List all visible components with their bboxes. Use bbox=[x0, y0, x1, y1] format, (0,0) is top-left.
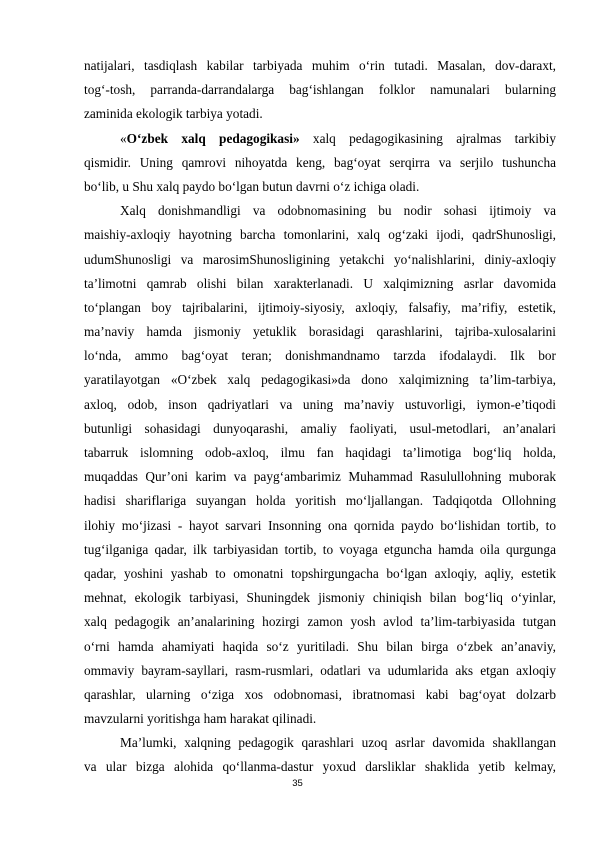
text-line: muqaddas Qur’oni karim va payg‘ambarimiz Muhammad Rasulullohning muborak bbox=[84, 469, 556, 485]
text-line: yaratilayotgan «O‘zbek xalq pedagogikasi»da dono xalqimizning ta’lim-tarbiya, bbox=[84, 372, 556, 388]
text-line: udumShunosligi va marosimShunosligining yetakchi yo‘nalishlarini, diniy-axloqiy bbox=[84, 251, 556, 267]
text-line: qismidir. Uning qamrovi nihoyatda keng, bag‘oyat serqirra va serjilo tushuncha bbox=[84, 154, 556, 170]
text-line: lo‘nda, ammo bag‘oyat teran; donishmandnamo tarzda ifodalaydi. Ilk bor bbox=[84, 348, 556, 364]
bold-term: O‘zbek xalq pedagogikasi» bbox=[126, 130, 300, 146]
text-line: tabarruk islomning odob-axloq, ilmu fan haqidagi ta’limotiga bog‘liq holda, bbox=[84, 445, 556, 460]
text-line: ta’limotni qamrab olishi bilan xarakterlanadi. U xalqimizning asrlar davomida bbox=[84, 275, 556, 291]
text-line: o‘rni hamda ahamiyati haqida so‘z yuritiladi. Shu bilan birga o‘zbek an’anaviy, bbox=[84, 638, 556, 654]
text-line: to‘plangan boy tajribalarini, ijtimoiy-siyosiy, axloqiy, falsafiy, ma’rifiy, estetik, bbox=[84, 299, 556, 315]
text-line: axloq, odob, inson qadriyatlari va uning ma’naviy ustuvorligi, iymon-e’tiqodi bbox=[84, 396, 556, 412]
text-fragment: xalq pedagogikasining ajralmas tarkibiy bbox=[299, 130, 556, 146]
text-line: va ular bizga alohida qo‘llanma-dastur yoxud darsliklar shaklida yetib kelmay, bbox=[84, 759, 556, 775]
paragraph-ecological-upbringing bbox=[84, 54, 556, 127]
text-line: ommaviy bayram-sayllari, rasm-rusmlari, odatlari va udumlarida aks etgan axloqiy bbox=[84, 662, 556, 678]
text-line: zaminida ekologik tarbiya yotadi. bbox=[84, 106, 263, 122]
page-number: 35 bbox=[292, 778, 303, 789]
text-line: tog‘-tosh, parranda-darrandalarga bag‘ishlangan folklor namunalari bularning bbox=[84, 82, 556, 98]
paragraph-folk-wisdom bbox=[84, 199, 556, 731]
text-line: Xalq donishmandligi va odobnomasining bu nodir sohasi ijtimoiy va bbox=[120, 203, 556, 219]
text-line: qadar, yoshini yashab to omonatni topshirgungacha bo‘lgan axloqiy, aqliy, estetik bbox=[84, 565, 556, 581]
open-quote: « bbox=[120, 130, 127, 146]
text-line: tug‘ilganiga qadar, ilk tarbiyasidan tortib, to voyaga etguncha hamda oila qurgunga bbox=[84, 541, 556, 557]
paragraph-uzbek-folk-pedagogy bbox=[84, 127, 556, 200]
text-line: ilohiy mo‘jizasi - hayot sarvari Insonning ona qornida paydo bo‘lishidan tortib, to bbox=[84, 517, 556, 533]
text-line: mehnat, ekologik tarbiyasi, Shuningdek jismoniy chiniqish bilan bog‘liq o‘yinlar, bbox=[84, 590, 556, 606]
text-line: ma’naviy hamda jismoniy yetuklik borasidagi qarashlarini, tajriba-xulosalarini bbox=[84, 324, 556, 340]
text-line: xalq pedagogik an’analarining hozirgi zamon yosh avlod ta’lim-tarbiyasida tutgan bbox=[84, 614, 556, 630]
text-line: mavzularni yoritishga ham harakat qilinadi. bbox=[84, 711, 317, 727]
text-line: bo‘lib, u Shu xalq paydo bo‘lgan butun davrni o‘z ichiga oladi. bbox=[84, 178, 420, 194]
text-line: maishiy-axloqiy hayotning barcha tomonlarini, xalq og‘zaki ijodi, qadrShunosligi, bbox=[84, 227, 556, 243]
text-line: Ma’lumki, xalqning pedagogik qarashlari uzoq asrlar davomida shakllangan bbox=[120, 735, 556, 751]
text-line: butunligi sohasidagi dunyoqarashi, amaliy faoliyati, usul-metodlari, an’analari bbox=[84, 420, 556, 436]
text-line: qarashlar, ularning o‘ziga xos odobnomasi, ibratnomasi kabi bag‘oyat dolzarb bbox=[84, 686, 556, 702]
paragraph-pedagogical-views bbox=[84, 731, 556, 779]
text-line bbox=[84, 127, 556, 151]
text-line: natijalari, tasdiqlash kabilar tarbiyada muhim o‘rin tutadi. Masalan, dov-daraxt, bbox=[84, 58, 556, 73]
text-line: hadisi shariflariga suyangan holda yoritish mo‘ljallangan. Tadqiqotda Ollohning bbox=[84, 493, 556, 509]
document-page bbox=[84, 54, 556, 780]
